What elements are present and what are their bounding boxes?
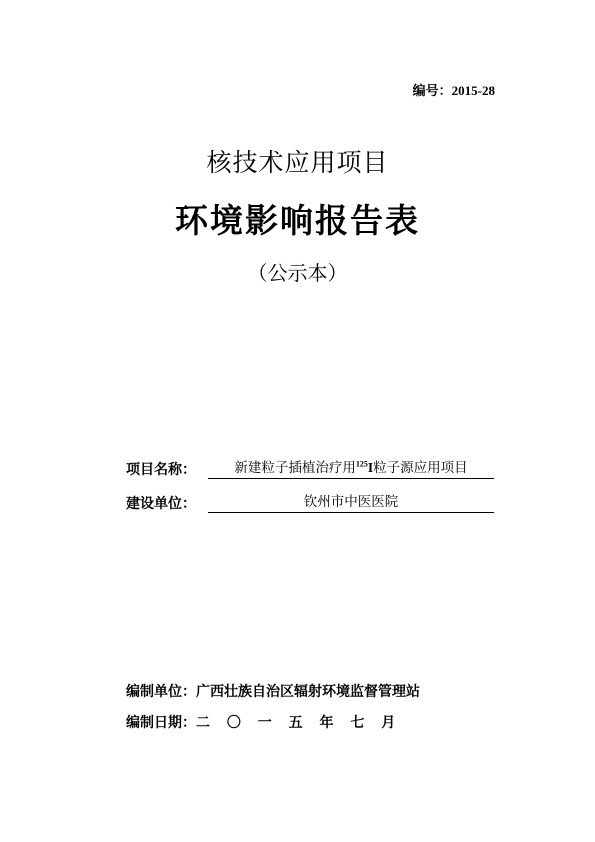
isotope-symbol: I xyxy=(367,460,374,475)
project-name-row xyxy=(126,457,494,479)
title-main: 环境影响报告表 xyxy=(175,201,420,240)
date-row xyxy=(126,714,401,732)
compiler-row xyxy=(126,683,420,701)
project-name-suffix: 粒子源应用项目 xyxy=(373,460,468,476)
title-public-edition: （公示本） xyxy=(247,261,348,285)
serial-number: 编号：2015-28 xyxy=(412,83,495,98)
compiler-value: 广西壮族自治区辐射环境监督管理站 xyxy=(196,684,420,700)
compiler-label: 编制单位： xyxy=(126,684,196,700)
project-name-value xyxy=(208,459,494,479)
project-name-prefix: 新建粒子插植治疗用 xyxy=(234,460,356,476)
construction-unit-label: 建设单位： xyxy=(126,496,196,512)
construction-unit-row xyxy=(126,491,494,513)
title-category: 核技术应用项目 xyxy=(206,148,389,177)
date-value: 二 〇 一 五 年 七 月 xyxy=(196,715,402,731)
date-label: 编制日期： xyxy=(126,715,196,731)
isotope-mass-number: 125 xyxy=(355,459,368,469)
project-name-label: 项目名称： xyxy=(126,462,196,478)
construction-unit-value: 钦州市中医医院 xyxy=(208,493,494,513)
